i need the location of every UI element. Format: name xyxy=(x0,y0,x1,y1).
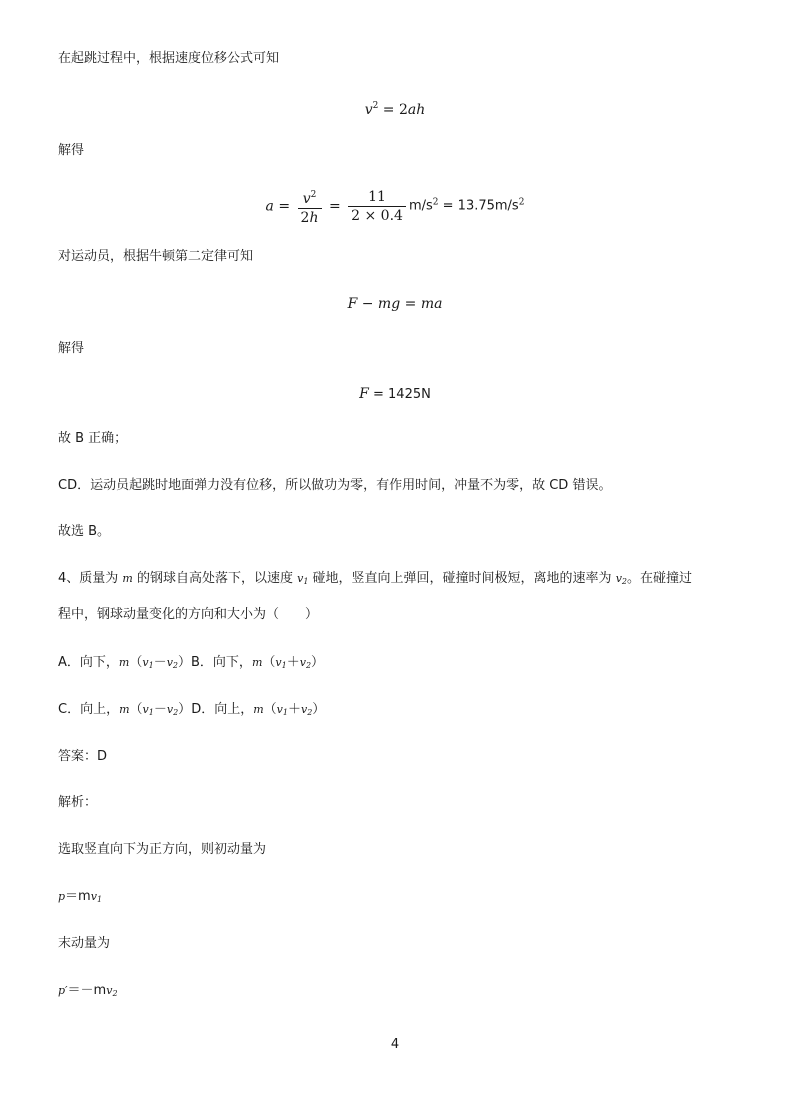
fraction-v2-over-2h: $\frac{v^2}{2h}$ xyxy=(298,186,322,227)
text-line-cd-wrong: CD．运动员起跳时地面弹力没有位移，所以做功为零，有作用时间，冲量不为零，故 CD 错误。 xyxy=(58,478,612,493)
text-line-solve-1: 解得 xyxy=(58,143,85,158)
option-b: B．向下，$m(v_1+v_2)$ xyxy=(191,655,325,670)
solution-line-1: 选取竖直向下为正方向，则初动量为 xyxy=(58,842,267,857)
equation-final-momentum: $p'=-mv_2$ xyxy=(58,983,118,998)
text-line-velocity-displacement: 在起跳过程中，根据速度位移公式可知 xyxy=(58,51,280,66)
text-line-newton-second-law: 对运动员，根据牛顿第二定律可知 xyxy=(58,249,254,264)
answer-line: 答案：D xyxy=(58,749,108,764)
question-4-line-2: 程中，钢球动量变化的方向和大小为（ ） xyxy=(58,607,319,622)
text-line-b-correct: 故 B 正确； xyxy=(58,431,128,446)
equation-F-mg-ma: F − mg = ma xyxy=(347,296,443,312)
page-number: 4 xyxy=(390,1037,400,1052)
text-line-solve-2: 解得 xyxy=(58,341,85,356)
option-d: D．向上，$m(v_1+v_2)$ xyxy=(191,702,326,717)
option-c: C．向上，$m(v_1-v_2)$ xyxy=(58,702,192,717)
solution-line-2: 末动量为 xyxy=(58,936,111,951)
option-a: A．向下，$m(v_1-v_2)$ xyxy=(58,655,192,670)
equation-initial-momentum: $p=mv_1$ xyxy=(58,889,103,904)
analysis-heading: 解析： xyxy=(58,795,98,810)
equation-acceleration: a = $\frac{v^2}{2h}$ = $\frac{11}{2 \times 0.4}$ $m/s^2 = 13.75m/s^2$ xyxy=(0,186,790,227)
fraction-11-over-2x0.4: $\frac{11}{2 \times 0.4}$ xyxy=(348,188,406,225)
text-line-choose-b: 故选 B。 xyxy=(58,524,111,539)
options-c-d xyxy=(58,701,325,722)
question-4-line-1: 4、质量为 m 的钢球自高处落下，以速度 $v_1$ 碰地，竖直向上弹回，碰撞时间极短，离地的速率为 $v_2$。在碰撞过 xyxy=(58,571,693,586)
equation-F-1425N: F = 1425N xyxy=(359,386,431,402)
equation-v2-2ah: $v^2 = 2ah$ xyxy=(364,101,426,118)
options-a-b xyxy=(58,654,324,675)
